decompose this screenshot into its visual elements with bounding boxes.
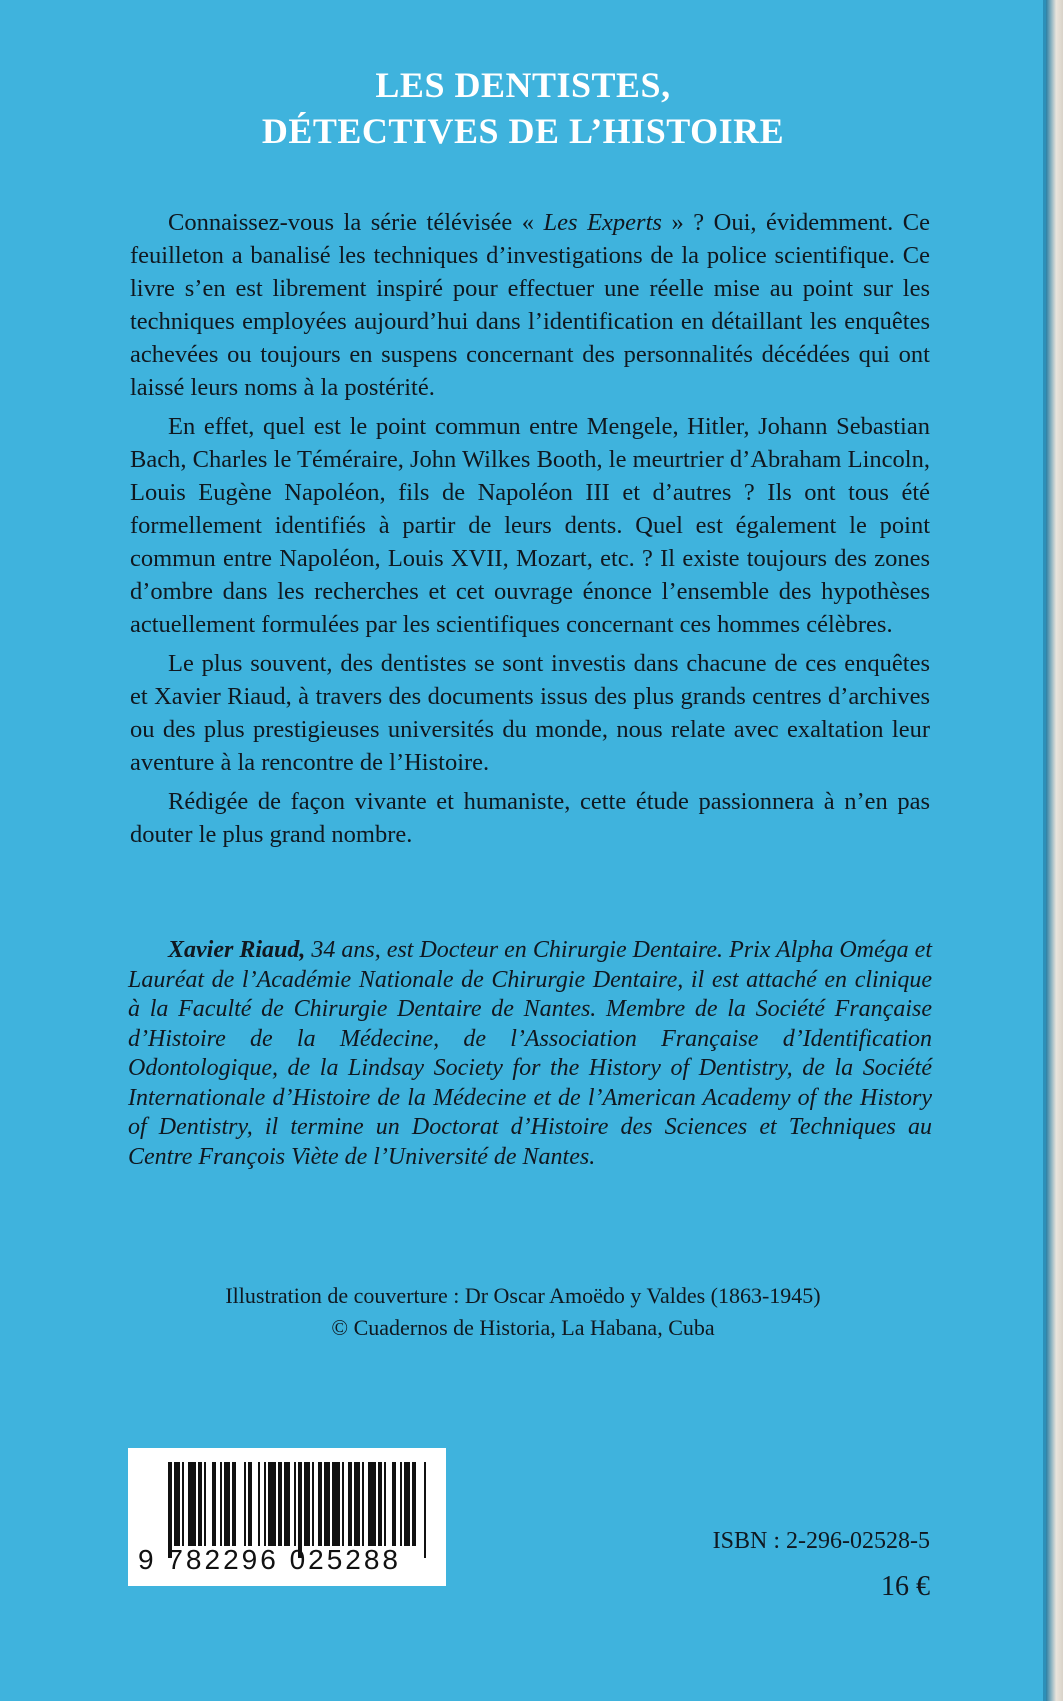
barcode-bar [404, 1462, 410, 1546]
book-title [0, 62, 1046, 154]
barcode-digits: 9 782296 025288 [138, 1544, 401, 1575]
barcode-bar [278, 1462, 282, 1546]
author-bio-text: 34 ans, est Docteur en Chirurgie Dentaire. Prix Alpha Oméga et Lauréat de l’Académie Nationale de Chirurgie Dentaire, il est attaché en clinique à la Faculté de Chirurgie Dentaire de Nantes. Membre de la Société Française d’Histoire de la Médecine, de l’Association Française d’Identification Odontologique, de la Lindsay Society for the History of Dentistry, de la Société Internationale d’Histoire de la Médecine et de l’American Academy of the History of Dentistry, il termine un Doctorat d’Histoire des Sciences et Techniques au Centre François Viète de l’Université de Nantes. [128, 937, 933, 1170]
barcode-bar [312, 1462, 314, 1546]
barcode-bar [244, 1462, 246, 1546]
barcode-bar [378, 1462, 382, 1546]
barcode-bar [304, 1462, 310, 1546]
barcode-bar [412, 1462, 416, 1546]
barcode-bar [324, 1462, 330, 1546]
barcode-bar [220, 1462, 222, 1546]
barcode-bar [204, 1462, 206, 1546]
series-title: Les Experts [543, 209, 662, 236]
barcode-bar [264, 1462, 266, 1546]
barcode-bar [368, 1462, 376, 1546]
blurb [130, 206, 930, 857]
barcode-bar [392, 1462, 396, 1546]
credit-illustration: Illustration de couverture : Dr Oscar Amoëdo y Valdes (1863-1945) [225, 1283, 821, 1308]
title-line-2: DÉTECTIVES DE L’HISTOIRE [261, 111, 785, 151]
barcode-bar [248, 1462, 252, 1546]
barcode-bar [384, 1462, 386, 1546]
barcode-bar [182, 1462, 184, 1546]
barcode-bar [198, 1462, 202, 1546]
barcode-bar [212, 1462, 216, 1546]
barcode-bar [348, 1462, 352, 1546]
blurb-paragraph-1 [130, 206, 930, 404]
author-name: Xavier Riaud, [168, 937, 306, 963]
blurb-paragraph-3: Le plus souvent, des dentistes se sont investis dans chacune de ces enquêtes et Xavier Riaud, à travers des documents issus des plus grands centres d’archives ou des plus prestigieuses universités du monde, nous relate avec exaltation leur aventure à la rencontre de l’Histoire. [130, 650, 930, 776]
blurb-paragraph-2: En effet, quel est le point commun entre Mengele, Hitler, Johann Sebastian Bach, Charles le Téméraire, John Wilkes Booth, le meurtrier d’Abraham Lincoln, Louis Eugène Napoléon, fils de Napoléon III et d’autres ? Ils ont tous été formellement identifiés à partir de leurs dents. Quel est également le point commun entre Napoléon, Louis XVII, Mozart, etc. ? Il existe toujours des zones d’ombre dans les recherches et cet ouvrage énonce l’ensemble des hypothèses actuellement formulées par les scientifiques concernant ces hommes célèbres. [130, 413, 930, 638]
barcode-bar [284, 1462, 290, 1546]
isbn: ISBN : 2-296-02528-5 [712, 1528, 930, 1554]
barcode-bar [188, 1462, 196, 1546]
barcode-bar [232, 1462, 236, 1546]
barcode-bar [258, 1462, 260, 1546]
title-line-1: LES DENTISTES, [375, 65, 671, 105]
blurb-p1-start: Connaissez-vous la série télévisée « [168, 209, 544, 236]
cover-credits [0, 1280, 1046, 1344]
barcode-bar [318, 1462, 322, 1546]
barcode-bar [332, 1462, 340, 1546]
barcode [128, 1448, 446, 1586]
author-bio [128, 936, 932, 1172]
barcode-bar [342, 1462, 344, 1546]
barcode-bar [294, 1462, 296, 1546]
price: 16 € [881, 1571, 930, 1602]
blurb-paragraph-4: Rédigée de façon vivante et humaniste, cette étude passionnera à n’en pas douter le plus grand nombre. [130, 788, 930, 848]
barcode-bar [362, 1462, 364, 1546]
barcode-bar [268, 1462, 276, 1546]
blurb-p1-rest: » ? Oui, évidemment. Ce feuilleton a banalisé les techniques d’investigations de la police scientifique. Ce livre s’en est librement inspiré pour effectuer une réelle mise au point sur les techniques employées aujourd’hui dans l’identification en détaillant les enquêtes achevées ou toujours en suspens concernant des personnalités décédées qui ont laissé leurs noms à la postérité. [130, 209, 930, 401]
credit-copyright: © Cuadernos de Historia, La Habana, Cuba [331, 1315, 715, 1340]
barcode-bar [354, 1462, 360, 1546]
barcode-bar [400, 1462, 402, 1546]
spine-edge [1046, 0, 1063, 1701]
barcode-bar [224, 1462, 230, 1546]
barcode-bar [174, 1462, 180, 1546]
